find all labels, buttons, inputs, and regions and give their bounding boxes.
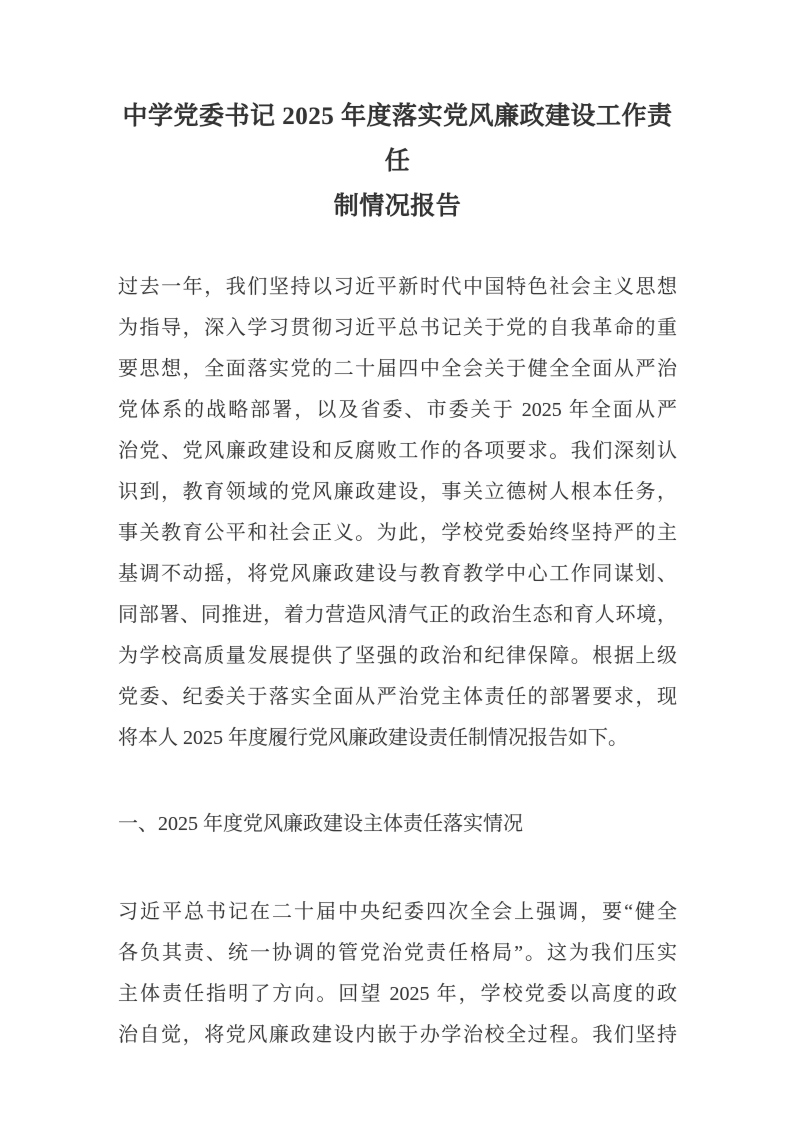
document-title-line: 制情况报告 (333, 193, 462, 220)
paragraph-line: 主体责任指明了方向。回望 2025 年，学校党委以高度的政 (118, 983, 677, 1005)
paragraph-line: 同部署、同推进，着力营造风清气正的政治生态和育人环境， (118, 604, 677, 626)
paragraph-line: 要思想，全面落实党的二十届四中全会关于健全全面从严治 (118, 358, 677, 380)
paragraph-line: 习近平总书记在二十届中央纪委四次全会上强调，要“健全 (118, 901, 677, 923)
paragraph-line: 党委、纪委关于落实全面从严治党主体责任的部署要求，现 (118, 686, 677, 708)
paragraph-2 (118, 892, 677, 1056)
paragraph-line: 为指导，深入学习贯彻习近平总书记关于党的自我革命的重 (118, 317, 677, 339)
document-title-line: 中学党委书记 2025 年度落实党风廉政建设工作责任 (122, 103, 673, 175)
paragraph-line: 将本人 2025 年度履行党风廉政建设责任制情况报告如下。 (118, 727, 628, 749)
paragraph-line: 识到，教育领域的党风廉政建设，事关立德树人根本任务， (118, 481, 677, 503)
document-title (118, 94, 677, 229)
paragraph-line: 为学校高质量发展提供了坚强的政治和纪律保障。根据上级 (118, 645, 677, 667)
paragraph-line: 治自觉，将党风廉政建设内嵌于办学治校全过程。我们坚持 (118, 1024, 677, 1046)
paragraph-line: 事关教育公平和社会正义。为此，学校党委始终坚持严的主 (118, 522, 677, 544)
paragraph-1 (118, 267, 677, 759)
paragraph-line: 基调不动摇，将党风廉政建设与教育教学中心工作同谋划、 (118, 563, 677, 585)
paragraph-line: 治党、党风廉政建设和反腐败工作的各项要求。我们深刻认 (118, 440, 677, 462)
paragraph-line: 党体系的战略部署，以及省委、市委关于 2025 年全面从严 (118, 399, 677, 421)
paragraph-line: 各负其责、统一协调的管党治党责任格局”。这为我们压实 (118, 942, 677, 964)
section-heading: 一、2025 年度党风廉政建设主体责任落实情况 (118, 813, 523, 835)
paragraph-line: 过去一年，我们坚持以习近平新时代中国特色社会主义思想 (118, 276, 677, 298)
